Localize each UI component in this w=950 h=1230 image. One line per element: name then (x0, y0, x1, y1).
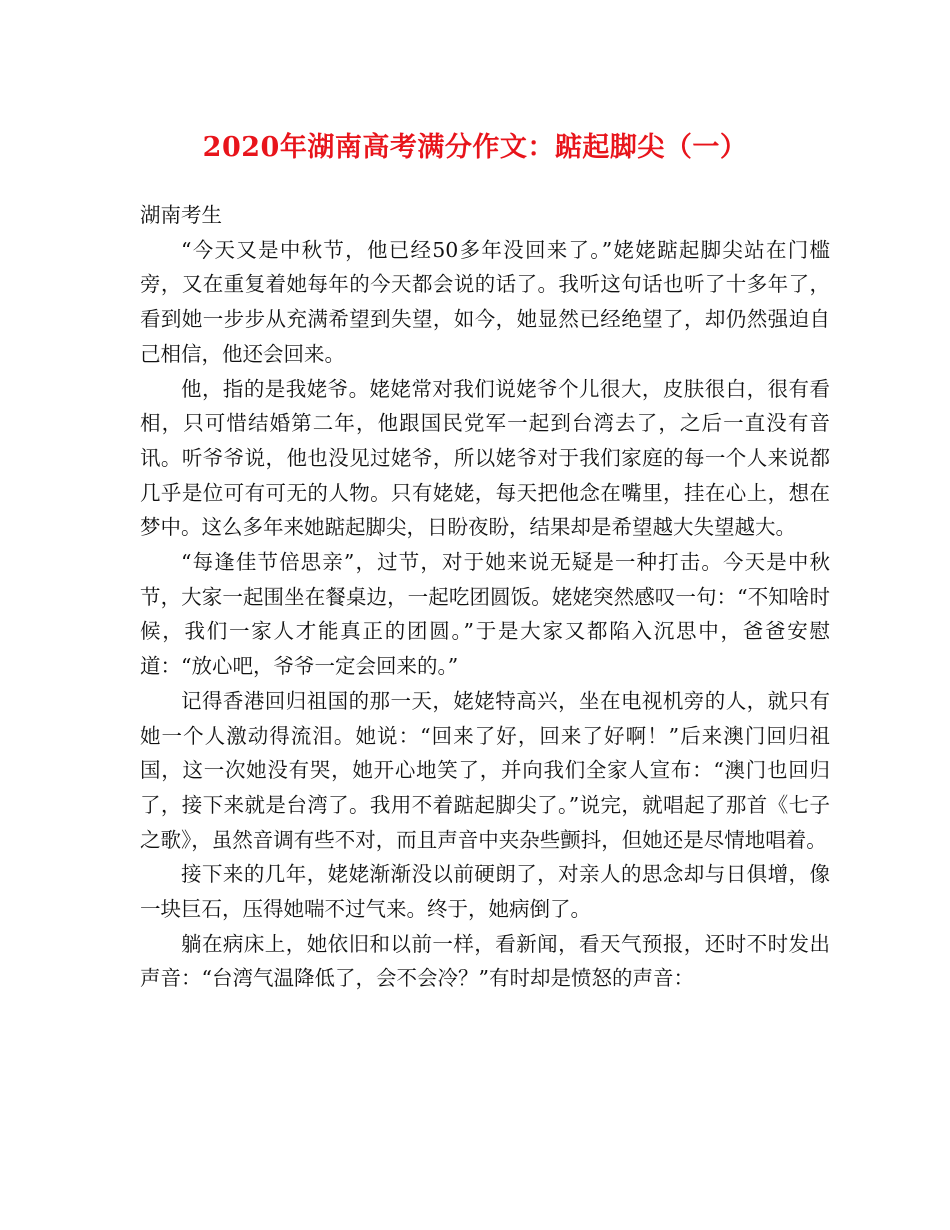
paragraph: “今天又是中秋节，他已经50多年没回来了。”姥姥踮起脚尖站在门槛旁，又在重复着她每年的今天都会说的话了。我听这句话也听了十多年了，看到她一步步从充满希望到失望，如今，她显然已经绝望了，却仍然强迫自己相信，他还会回来。 (140, 237, 830, 366)
paragraph: 他，指的是我姥爷。姥姥常对我们说姥爷个儿很大，皮肤很白，很有看相，只可惜结婚第二年，他跟国民党军一起到台湾去了，之后一直没有音讯。听爷爷说，他也没见过姥爷，所以姥爷对于我们家庭的每一个人来说都几乎是位可有可无的人物。只有姥姥，每天把他念在嘴里，挂在心上，想在梦中。这么多年来她踮起脚尖，日盼夜盼，结果却是希望越大失望越大。 (140, 376, 830, 540)
paragraph: 躺在病床上，她依旧和以前一样，看新闻，看天气预报，还时不时发出声音：“台湾气温降低了，会不会冷？”有时却是愤怒的声音： (140, 931, 830, 991)
paragraph: 记得香港回归祖国的那一天，姥姥特高兴，坐在电视机旁的人，就只有她一个人激动得流泪。她说：“回来了好，回来了好啊！”后来澳门回归祖国，这一次她没有哭，她开心地笑了，并向我们全家人宣布：“澳门也回归了，接下来就是台湾了。我用不着踮起脚尖了。”说完，就唱起了那首《七子之歌》，虽然音调有些不对，而且声音中夹杂些颤抖，但她还是尽情地唱着。 (140, 688, 830, 852)
author-line: 湖南考生 (140, 203, 222, 227)
document-body (140, 198, 830, 996)
paragraph: 接下来的几年，姥姥渐渐没以前硬朗了，对亲人的思念却与日俱增，像一块巨石，压得她喘不过气来。终于，她病倒了。 (140, 862, 830, 922)
document-title: 2020年湖南高考满分作文：踮起脚尖（一） (202, 132, 748, 163)
paragraph: “每逢佳节倍思亲”，过节，对于她来说无疑是一种打击。今天是中秋节，大家一起围坐在餐桌边，一起吃团圆饭。姥姥突然感叹一句：“不知啥时候，我们一家人才能真正的团圆。”于是大家又都陷入沉思中，爸爸安慰道：“放心吧，爷爷一定会回来的。” (140, 550, 830, 679)
